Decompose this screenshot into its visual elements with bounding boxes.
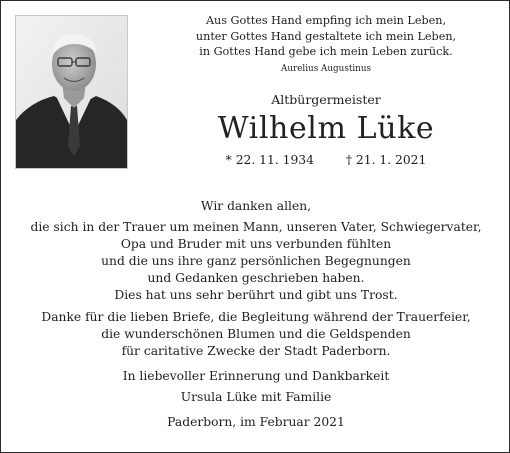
thanks-line: Opa und Bruder mit uns verbunden fühlten	[120, 237, 392, 251]
epitaph-quote	[141, 13, 510, 77]
thanks-line: und Gedanken geschrieben haben.	[147, 271, 365, 285]
deceased-role: Altbürgermeister	[271, 92, 381, 107]
thanks-line: die sich in der Trauer um meinen Mann, unseren Vater, Schwiegervater,	[30, 220, 482, 234]
quote-author: Aurelius Augustinus	[280, 63, 372, 74]
quote-line: unter Gottes Hand gestaltete ich mein Leben,	[195, 29, 457, 43]
place-date: Paderborn, im Februar 2021	[167, 415, 345, 429]
thanks-intro: Wir danken allen,	[200, 199, 312, 213]
thanks-line: Danke für die lieben Briefe, die Begleitung während der Trauerfeier,	[41, 310, 471, 324]
thanks-line: für caritative Zwecke der Stadt Paderborn.	[121, 344, 391, 358]
thanks-line: Dies hat uns sehr berührt und gibt uns Trost.	[114, 288, 398, 302]
portrait-photo	[15, 15, 128, 169]
quote-line: Aus Gottes Hand empfing ich mein Leben,	[205, 14, 447, 27]
birth-date: * 22. 11. 1934	[225, 153, 314, 167]
quote-line: in Gottes Hand gebe ich mein Leben zurück.	[199, 45, 453, 59]
thanks-text	[1, 198, 510, 431]
thanks-line: und die uns ihre ganz persönlichen Begegnungen	[101, 254, 411, 268]
deceased-name: Wilhelm Lüke	[217, 111, 435, 146]
death-date: † 21. 1. 2021	[345, 153, 427, 167]
thanks-line: die wunderschönen Blumen und die Geldspenden	[101, 327, 411, 341]
life-dates	[141, 153, 510, 167]
family-signature: Ursula Lüke mit Familie	[180, 390, 332, 404]
remembrance-line: In liebevoller Erinnerung und Dankbarkeit	[122, 369, 390, 383]
